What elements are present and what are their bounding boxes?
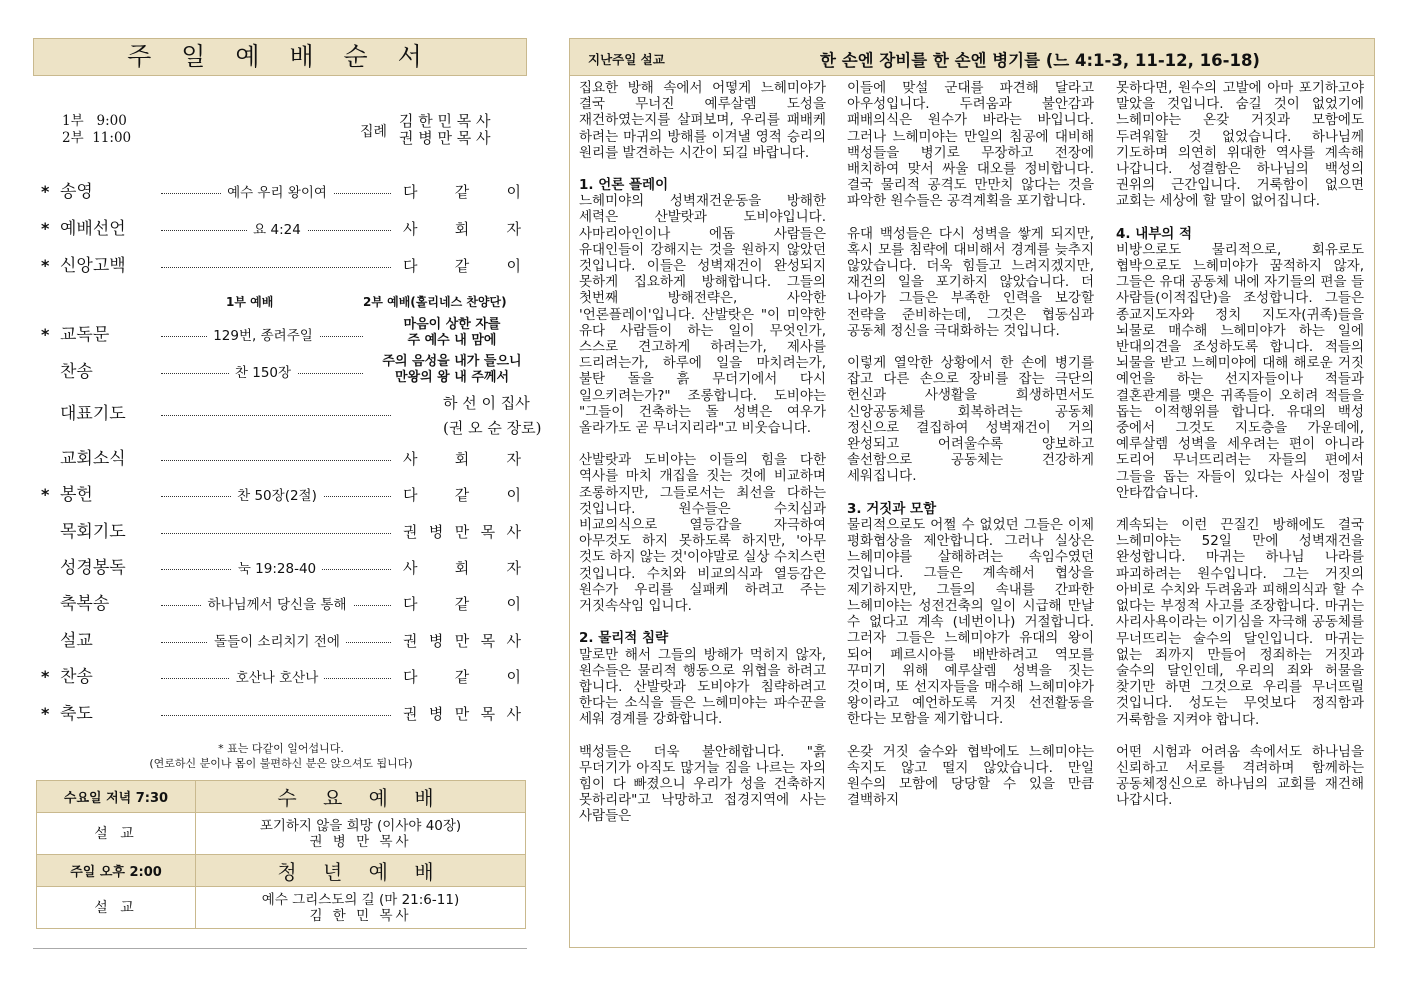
wed-sermon-label: 설 교	[37, 813, 196, 855]
second-service-line: 주의 음성을 내가 들으니	[382, 354, 522, 369]
sermon-tag: 지난주일 설교	[588, 52, 665, 67]
order-item-name: 대표기도	[60, 404, 126, 424]
paragraph-text: 물리적으로도 어쩔 수 없었던 그들은 이제 평화협상을 제안합니다. 그러나 실상은 느헤미야를 살해하려는 속임수였던 것입니다. 그들은 계속해서 협상을 제기하지만, 그들의 속내를 간파한 느헤미야는 성전건축의 일이 시급해 만날 수 없다고 계속 (네번이나) 거절합니다. 그러자 그들은 느헤미야가 유대의 왕이 되어 페르시아를 배반하려고 역모를 꾸미기 위해 예루살렘 성벽을 짓는 것이며, 또 선지자들을 매수해 느헤미야가 왕이라고 예언하도록 거짓 선전활동을 한다는 모함을 제기합니다.	[847, 516, 1094, 728]
stand-marker: *	[41, 256, 50, 275]
paragraph-text: 산발랏과 도비야는 이들의 힘을 다한 역사를 마치 개집을 짓는 것에 비교하며 조롱하지만, 그들로서는 최선을 다하는 것입니다. 원수들은 수치심과 비교의식으로 열등감을 자극하여 아무것도 하지 못하도록 하지만, '아무 것도 하지 않는 것'이야말로 실상 수치스런 것입니다. 수치와 비교의식과 열등감은 원수가 우리를 실패케 하려고 주는 거짓속삭임 입니다.	[579, 452, 826, 615]
order-item-name: 설교	[60, 631, 93, 651]
order-item-name: 축도	[60, 704, 93, 724]
order-title: 주 일 예 배 순 서	[33, 38, 527, 76]
order-item-assignee: 다 같 이	[403, 486, 521, 504]
service-times	[62, 113, 131, 147]
youth-sermon	[196, 887, 526, 929]
weekly-services-table	[36, 780, 526, 929]
sermon-paragraph	[579, 452, 826, 614]
stand-marker: *	[41, 667, 50, 686]
order-item-detail: 요 4:24	[247, 222, 307, 238]
stand-marker: *	[41, 704, 50, 723]
presiding-label: 집례	[360, 124, 388, 140]
order-item-detail: 하나님께서 당신을 통해	[202, 597, 353, 613]
order-item-name: 교독문	[60, 325, 110, 345]
order-item-detail: 예수 우리 왕이여	[221, 185, 333, 201]
paragraph-text: 비방으로도 물리적으로, 회유로도 협박으로도 느헤미야가 꿈적하지 않자, 그들은 유대 공동체 내에 자기들의 편을 들 사람들(이적집단)을 조성합니다. 그들은 종교지도자와 정치 지도자(귀족)들을 뇌물로 매수해 느헤미야가 하는 일에 반대의견을 조성하도록 합니다. 적들의 뇌물을 받고 느헤미야에 대해 해로운 거짓 예언을 하는 선지자들이나 적들과 결혼관계를 맺은 귀족들이 오히려 적들을 돕는 이적행위를 합니다. 유대의 백성 중에서 그것도 지도층을 가운데에, 예루살렘 성벽을 세우려는 편이 아니라 도리어 무너뜨리려는 자들의 편에서 그들을 돕는 자들이 있다는 사실이 정말 안타깝습니다.	[1116, 241, 1364, 501]
wed-sermon-title: 포기하지 않을 희망 (이사야 40장)	[259, 817, 462, 834]
section-heading: 1. 언론 플레이	[579, 177, 669, 194]
paragraph-text: 백성들은 더욱 불안해합니다. "흙 무더기가 아직도 많거늘 짐을 나르는 자의 힘이 다 빠졌으니 우리가 성을 건축하지 못하리라"고 낙망하고 접경지역에 사는 사람들은	[579, 743, 826, 825]
order-item-assignee: 다 같 이	[403, 183, 521, 201]
order-item-name: 송영	[60, 182, 93, 202]
presider-1: 김 한 민 목 사	[399, 112, 491, 130]
order-item-name: 축복송	[60, 594, 110, 614]
wed-service-name: 수 요 예 배	[196, 781, 526, 813]
order-item	[41, 447, 521, 471]
stand-marker: *	[41, 485, 50, 504]
order-item-name: 찬송	[60, 667, 93, 687]
paragraph-text: 온갖 거짓 술수와 협박에도 느헤미야는 속지도 않고 떨지 않았습니다. 만일 원수의 모함에 당당할 수 있을 만큼 결백하지	[847, 743, 1094, 809]
order-item	[41, 180, 521, 204]
sermon-paragraph	[579, 80, 826, 161]
leader-dots	[161, 715, 391, 716]
order-item-assignee	[363, 317, 541, 349]
leader-dots	[161, 415, 391, 416]
order-item	[41, 520, 521, 544]
sermon-paragraph	[579, 630, 826, 727]
order-item-detail: 129번, 종려주일	[207, 328, 319, 344]
order-item-detail: 찬 150장	[229, 365, 297, 381]
second-service-line: 주 예수 내 맘에	[407, 333, 497, 348]
order-item	[41, 394, 542, 437]
order-item-detail: 눅 19:28-40	[232, 561, 322, 577]
order-item	[41, 483, 521, 507]
seating-note: (연로하신 분이나 몸이 불편하신 분은 앉으셔도 됩니다)	[149, 757, 413, 770]
sermon-header	[569, 38, 1375, 76]
paragraph-text: 이렇게 열악한 상황에서 한 손에 병기를 잡고 다른 손으로 장비를 잡는 극단의 헌신과 사생활을 희생하면서도 신앙공동체를 회복하려는 공동체 정신으로 결집하여 성벽재건이 거의 완성되고 어려울수록 양보하고 솔선함으로 공동체는 건강하게 세워집니다.	[847, 355, 1094, 485]
youth-sermon-label: 설 교	[37, 887, 196, 929]
order-item	[41, 665, 521, 689]
sermon-paragraph	[847, 501, 1094, 728]
sermon-column-3	[1116, 80, 1364, 825]
order-item-name: 성경봉독	[60, 558, 126, 578]
paragraph-text: 느헤미야의 성벽재건운동을 방해한 세력은 산발랏과 도비야입니다. 사마리아인이나 에돔 사람들은 유대인들이 강해지는 것을 원하지 않았던 것입니다. 이들은 성벽재건이 완성되지 못하게 집요하게 방해합니다. 그들의 첫번째 방해전략은, 사악한 '언론플레이'입니다. 산발랏은 "이 미약한 유다 사람들이 하는 일이 무엇인가, 스스로 견고하게 하려는가, 제사를 드리려는가, 하루에 일을 마치려는가, 불탄 돌을 흙 무더기에서 다시 일으키려는가?" 조롱합니다. 도비야는 "그들이 건축하는 돌 성벽은 여우가 올라가도 곧 무너지리라"고 비웃습니다.	[579, 193, 826, 437]
paragraph-text: 말로만 해서 그들의 방해가 먹히지 않자, 원수들은 물리적 행동으로 위협을 하려고 합니다. 산발랏과 도비야가 침략하려고 한다는 소식을 들은 느헤미야는 파수꾼을 세워 경계를 강화합니다.	[579, 646, 826, 728]
leader-dots	[161, 267, 391, 268]
sermon-paragraph	[1116, 744, 1364, 809]
first-service-time: 1부 9:00	[62, 113, 127, 129]
wed-sermon	[196, 813, 526, 855]
sermon-paragraph	[847, 226, 1094, 339]
order-item-assignee: 하 선 이 집사	[443, 394, 530, 412]
section-heading: 3. 거짓과 모함	[847, 500, 937, 517]
youth-preacher: 김 한 민 목사	[309, 907, 412, 924]
paragraph-text: 못하다면, 원수의 고발에 아마 포기하고야 말았을 것입니다. 숨길 것이 없었기에 느헤미야는 온갖 거짓과 모함에도 두려워할 것 없었습니다. 하나님께 기도하며 의연히 위대한 역사를 계속해 나갑니다. 성결함은 하나님의 백성의 권위의 근간입니다. 거룩함이 없으면 교회는 세상에 할 말이 없어집니다.	[1116, 80, 1364, 210]
paragraph-text: 집요한 방해 속에서 어떻게 느헤미야가 결국 무너진 예루살렘 도성을 재건하였는지를 살펴보며, 우리를 패배케 하려는 마귀의 방해를 이겨낼 영적 승리의 원리를 발견하는 시간이 되길 바랍니다.	[579, 80, 826, 161]
order-item-name: 신앙고백	[60, 256, 126, 276]
col-label-second: 2부 예배(홀리네스 찬양단)	[363, 295, 507, 309]
second-service-line: 만왕의 왕 내 주께서	[394, 370, 510, 385]
youth-service-name: 청 년 예 배	[196, 855, 526, 887]
section-heading: 2. 물리적 침략	[579, 630, 669, 647]
paragraph-text: 어떤 시험과 어려움 속에서도 하나님을 신뢰하고 서로를 격려하며 함께하는 공동체정신으로 하나님의 교회를 재건해 나갑시다.	[1116, 743, 1364, 809]
order-item-assignee-sub: (권 오 순 장로)	[443, 419, 542, 437]
order-item-name: 봉헌	[60, 485, 93, 505]
order-item-assignee: 다 같 이	[403, 257, 521, 275]
order-item	[41, 592, 521, 616]
order-item-assignee	[363, 354, 541, 386]
sermon-paragraph	[579, 177, 826, 436]
order-item-assignee: 다 같 이	[403, 595, 521, 613]
paragraph-text: 이들에 맞설 군대를 파견해 달라고 아우성입니다. 두려움과 불안감과 패배의식은 원수가 바라는 바입니다. 그러나 느헤미야는 만일의 침공에 대비해 백성들을 병기로 무장하고 전장에 배치하여 맞서 싸울 대오를 정비합니다. 결국 물리적 공격도 만만치 않다는 것을 파악한 원수들은 공격계획을 포기합니다.	[847, 80, 1094, 210]
order-item	[41, 254, 521, 278]
col-label-first: 1부 예배	[226, 295, 274, 309]
order-item-assignee: 권 병 만 목 사	[403, 705, 521, 723]
order-item	[41, 317, 521, 348]
standing-note: * 표는 다같이 일어섭니다.	[218, 742, 344, 755]
leader-dots	[161, 460, 391, 461]
order-item-detail: 돌들이 소리치기 전에	[208, 634, 346, 650]
order-item	[41, 556, 521, 580]
order-item	[41, 629, 521, 653]
second-service-time: 2부 11:00	[62, 130, 132, 146]
order-item-assignee: 사 회 자	[403, 220, 521, 238]
order-item-assignee: 사 회 자	[403, 450, 521, 468]
youth-time: 주일 오후 2:00	[37, 855, 196, 887]
stand-marker: *	[41, 182, 50, 201]
presider-2: 권 병 만 목 사	[399, 129, 491, 147]
youth-sermon-title: 예수 그리스도의 길 (마 21:6-11)	[261, 891, 460, 908]
sermon-paragraph	[1116, 226, 1364, 501]
left-bottom-rule	[33, 948, 527, 949]
sermon-paragraph	[579, 744, 826, 825]
sermon-paragraph	[847, 80, 1094, 210]
order-item-detail: 찬 50장(2절)	[231, 488, 323, 504]
order-item-name: 목회기도	[60, 522, 126, 542]
order-item-assignee: 권 병 만 목 사	[403, 632, 521, 650]
leader-dots	[161, 533, 391, 534]
order-item-assignee: 사 회 자	[403, 559, 521, 577]
stand-marker: *	[41, 325, 50, 344]
presiders	[399, 113, 491, 147]
order-item-assignee: 권 병 만 목 사	[403, 523, 521, 541]
sermon-paragraph	[847, 744, 1094, 809]
sermon-title: 한 손엔 장비를 한 손엔 병기를 (느 4:1-3, 11-12, 16-18)	[820, 51, 1260, 70]
order-item-name: 교회소식	[60, 449, 126, 469]
order-item	[41, 217, 521, 241]
sermon-paragraph	[1116, 517, 1364, 728]
order-item-name: 찬송	[60, 362, 93, 382]
paragraph-text: 유대 백성들은 다시 성벽을 쌓게 되지만, 혹시 모를 침략에 대비해서 경계를 늦추지 않았습니다. 더욱 힘들고 느려지겠지만, 재건의 일을 포기하지 않았습니다. 더 나아가 그들은 부족한 인력을 보강할 전략을 준비하는데, 그것은 협동심과 공동체 정신을 극대화하는 것입니다.	[847, 225, 1094, 339]
sermon-column-1	[579, 80, 826, 841]
second-service-line: 마음이 상한 자를	[403, 317, 501, 332]
wed-time: 수요일 저녁 7:30	[37, 781, 196, 813]
sermon-paragraph	[1116, 80, 1364, 210]
order-item	[41, 702, 521, 726]
sermon-paragraph	[847, 355, 1094, 485]
order-item-assignee: 다 같 이	[403, 668, 521, 686]
section-heading: 4. 내부의 적	[1116, 225, 1193, 242]
paragraph-text: 계속되는 이런 끈질긴 방해에도 결국 느헤미야는 52일 만에 성벽재건을 완성합니다. 마귀는 하나님 나라를 파괴하려는 원수입니다. 그는 거짓의 아비로 수치와 두려움과 피해의식과 할 수 없다는 부정적 사고를 조장합니다. 마귀는 사리사욕이라는 이기심을 자극해 공동체를 무너뜨리는 술수의 달인입니다. 마귀는 없는 죄까지 만들어 정죄하는 거짓과 술수의 달인인데, 우리의 죄와 허물을 찾기만 하면 그것으로 우리를 무너뜨릴 것입니다. 성도는 무엇보다 정직함과 거룩함을 지켜야 합니다.	[1116, 517, 1364, 728]
order-item-detail: 호산나 호산나	[230, 670, 325, 686]
order-item-name: 예배선언	[60, 219, 126, 239]
sermon-column-2	[847, 80, 1094, 824]
wed-preacher: 권 병 만 목사	[309, 833, 412, 850]
stand-marker: *	[41, 219, 50, 238]
order-item	[41, 354, 522, 385]
